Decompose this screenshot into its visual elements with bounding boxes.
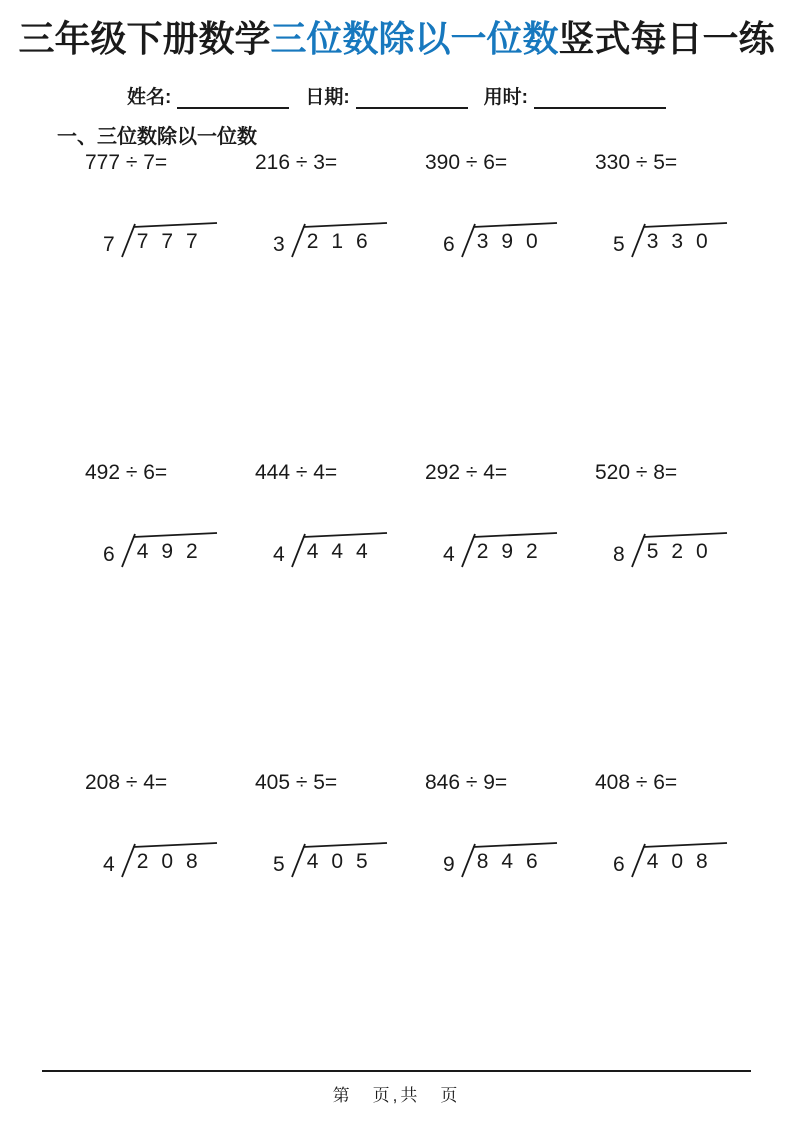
divisor-number: 6: [613, 853, 625, 877]
dividend-number: 520: [646, 540, 721, 564]
problem-cell: [595, 772, 765, 1082]
title-suffix: 竖式每日一练: [558, 18, 775, 59]
problem-cell: [255, 462, 425, 772]
dividend-number: 408: [646, 850, 721, 874]
name-label: 姓名:: [127, 87, 172, 109]
problem-cell: [425, 152, 595, 462]
divisor-number: 6: [443, 233, 455, 257]
division-bracket-icon: [288, 220, 390, 258]
time-label: 用时:: [483, 87, 528, 109]
dividend-area: [458, 530, 560, 568]
long-division-layout: [273, 530, 425, 568]
dividend-area: [118, 840, 220, 878]
problem-expression: 208 ÷ 4=: [85, 771, 168, 795]
problem-expression: 444 ÷ 4=: [255, 461, 338, 485]
division-bracket-icon: [628, 840, 730, 878]
date-field: [305, 82, 467, 109]
long-division-layout: [443, 530, 595, 568]
problem-cell: [255, 152, 425, 462]
dividend-area: [628, 840, 730, 878]
dividend-area: [288, 220, 390, 258]
division-bracket-icon: [288, 840, 390, 878]
time-field: [484, 82, 666, 109]
problem-expression: 405 ÷ 5=: [255, 771, 338, 795]
division-bracket-icon: [288, 530, 390, 568]
division-bracket-icon: [458, 840, 560, 878]
problem-cell: [255, 772, 425, 1082]
division-bracket-icon: [118, 220, 220, 258]
long-division-layout: [613, 530, 765, 568]
dividend-area: [288, 530, 390, 568]
date-label: 日期:: [305, 87, 350, 109]
long-division-layout: [103, 840, 255, 878]
problem-expression: 492 ÷ 6=: [85, 461, 168, 485]
problem-cell: [85, 772, 255, 1082]
long-division-layout: [273, 840, 425, 878]
dividend-number: 405: [306, 850, 381, 874]
time-blank-line: [534, 93, 666, 109]
divisor-number: 7: [103, 233, 115, 257]
problem-cell: [595, 462, 765, 772]
dividend-area: [118, 220, 220, 258]
division-bracket-icon: [458, 530, 560, 568]
division-bracket-icon: [458, 220, 560, 258]
divisor-number: 6: [103, 543, 115, 567]
dividend-number: 777: [136, 230, 211, 254]
dividend-area: [628, 530, 730, 568]
dividend-area: [458, 840, 560, 878]
division-bracket-icon: [628, 220, 730, 258]
problem-expression: 520 ÷ 8=: [595, 461, 678, 485]
dividend-number: 292: [476, 540, 551, 564]
long-division-layout: [103, 530, 255, 568]
division-bracket-icon: [118, 530, 220, 568]
problem-expression: 846 ÷ 9=: [425, 771, 508, 795]
divisor-number: 4: [443, 543, 455, 567]
long-division-layout: [273, 220, 425, 258]
title-prefix: 三年级下册数学: [18, 18, 271, 59]
divisor-number: 3: [273, 233, 285, 257]
problem-expression: 777 ÷ 7=: [85, 151, 168, 175]
long-division-layout: [443, 220, 595, 258]
divisor-number: 8: [613, 543, 625, 567]
divisor-number: 4: [103, 853, 115, 877]
problem-cell: [425, 462, 595, 772]
dividend-area: [458, 220, 560, 258]
dividend-area: [628, 220, 730, 258]
problem-cell: [595, 152, 765, 462]
dividend-number: 216: [306, 230, 381, 254]
long-division-layout: [613, 220, 765, 258]
divisor-number: 4: [273, 543, 285, 567]
long-division-layout: [103, 220, 255, 258]
name-blank-line: [177, 93, 289, 109]
section-title: 一、三位数除以一位数: [57, 126, 257, 149]
dividend-area: [288, 840, 390, 878]
page-title: [0, 18, 793, 60]
long-division-layout: [613, 840, 765, 878]
problem-expression: 408 ÷ 6=: [595, 771, 678, 795]
problem-expression: 390 ÷ 6=: [425, 151, 508, 175]
problem-cell: [85, 152, 255, 462]
problems-grid: [0, 152, 793, 1082]
dividend-area: [118, 530, 220, 568]
header-fields-row: [0, 82, 793, 109]
dividend-number: 492: [136, 540, 211, 564]
long-division-layout: [443, 840, 595, 878]
dividend-number: 846: [476, 850, 551, 874]
page-number-text: 第 页,共 页: [332, 1086, 461, 1105]
division-bracket-icon: [628, 530, 730, 568]
divisor-number: 5: [613, 233, 625, 257]
dividend-number: 390: [476, 230, 551, 254]
dividend-number: 208: [136, 850, 211, 874]
problem-expression: 330 ÷ 5=: [595, 151, 678, 175]
division-bracket-icon: [118, 840, 220, 878]
title-highlight: 三位数除以一位数: [270, 18, 559, 59]
dividend-number: 330: [646, 230, 721, 254]
divisor-number: 9: [443, 853, 455, 877]
name-field: [127, 82, 289, 109]
divisor-number: 5: [273, 853, 285, 877]
problem-cell: [425, 772, 595, 1082]
problem-expression: 216 ÷ 3=: [255, 151, 338, 175]
page-footer: [42, 1070, 751, 1106]
dividend-number: 444: [306, 540, 381, 564]
problem-cell: [85, 462, 255, 772]
date-blank-line: [356, 93, 468, 109]
problem-expression: 292 ÷ 4=: [425, 461, 508, 485]
